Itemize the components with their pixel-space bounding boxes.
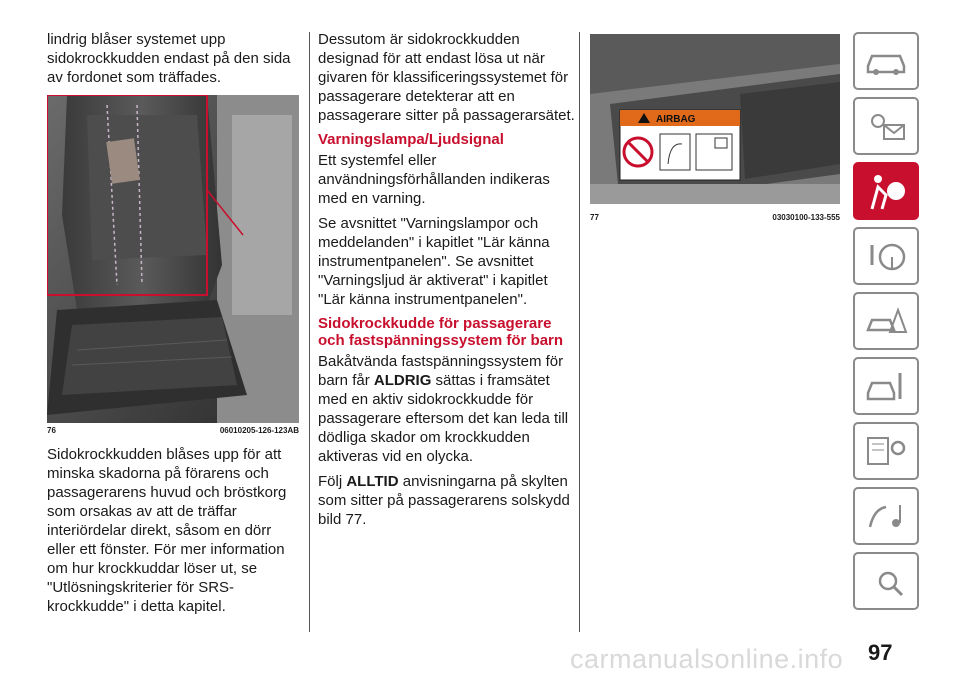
section-heading-warning: Varningslampa/Ljudsignal bbox=[318, 131, 504, 148]
left-column-lower bbox=[47, 445, 299, 622]
tab-index[interactable] bbox=[853, 552, 919, 610]
airbag-icon bbox=[864, 171, 908, 211]
left-column bbox=[47, 30, 299, 93]
warning-paragraph: Ett systemfel eller användningsförhållanden indikeras med en varning. bbox=[318, 152, 550, 207]
tab-emergency[interactable] bbox=[853, 292, 919, 350]
reference-paragraph: Se avsnittet "Varningslampor och meddelanden" i kapitlet "Lär känna instrumentpanelen". Se avsnittet "Varningsljud är aktiverat" i kapitlet "Lär känna instrumentpanelen". bbox=[318, 215, 550, 308]
figure-code: 03030100-133-555 bbox=[772, 213, 840, 222]
detection-paragraph: Dessutom är sidokrockkudden designad för att endast lösa ut när givaren för klassificeringssystemet för passagerare detekterar att en passagerare sitter på passagerarsätet. bbox=[318, 31, 575, 124]
tab-maintenance[interactable] bbox=[853, 357, 919, 415]
watermark: carmanualsonline.info bbox=[570, 644, 844, 674]
figure-77-sunvisor-photo bbox=[590, 34, 840, 204]
sunvisor-image bbox=[590, 34, 840, 204]
middle-column bbox=[318, 30, 576, 535]
column-divider-1 bbox=[309, 32, 310, 632]
tab-warning-lights[interactable] bbox=[853, 97, 919, 155]
side-airbag-paragraph: Sidokrockkudden blåses upp för att minska skadorna på förarens och passagerarens huvud och bröstkorg som orsakas av att de träffar interiördelar direkt, såsom en dörr eller ett fönster. För mer information om hur krockkuddar löser ut, se "Utlösningskriterier för SRS-krockkudde" i detta kapitel. bbox=[47, 446, 287, 615]
airbag-label-text: AIRBAG bbox=[656, 114, 696, 125]
seat-image bbox=[47, 95, 299, 423]
never-emphasis: ALDRIG bbox=[373, 372, 432, 389]
tab-multimedia[interactable] bbox=[853, 487, 919, 545]
technical-data-icon bbox=[864, 434, 908, 468]
car-dashboard-icon bbox=[864, 44, 908, 78]
figure-number: 76 bbox=[47, 426, 56, 435]
figure-number: 77 bbox=[590, 213, 599, 222]
follow-instructions-paragraph: Följ ALLTID anvisningarna på skylten som sitter på passagerarens solskydd bild 77. bbox=[318, 473, 570, 528]
airbag-warning-label bbox=[620, 110, 740, 180]
column-divider-2 bbox=[579, 32, 580, 632]
figure-76-caption bbox=[47, 426, 299, 435]
figure-77-caption bbox=[590, 213, 840, 222]
figure-code: 06010205-126-123AB bbox=[219, 426, 299, 435]
steering-wheel-icon bbox=[864, 239, 908, 273]
section-heading-child-restraint: Sidokrockkudde för passagerare och fastspänningssystem för barn bbox=[318, 315, 564, 349]
figure-76-seat-photo bbox=[47, 95, 299, 423]
emergency-icon bbox=[864, 304, 908, 338]
always-emphasis: ALLTID bbox=[346, 473, 399, 490]
chapter-sidebar bbox=[853, 32, 923, 617]
page-number: 97 bbox=[868, 640, 893, 665]
child-restraint-paragraph: Bakåtvända fastspänningssystem för barn får ALDRIG sättas i framsätet med en aktiv sidokrockkudde för passagerare eftersom det kan leda till dödliga skador om krockkudden aktiveras vid en olycka. bbox=[318, 353, 569, 465]
warning-lights-icon bbox=[864, 109, 908, 143]
tab-technical-data[interactable] bbox=[853, 422, 919, 480]
multimedia-icon bbox=[864, 499, 908, 533]
tab-airbag[interactable] bbox=[853, 162, 919, 220]
maintenance-icon bbox=[864, 369, 908, 403]
intro-paragraph: lindrig blåser systemet upp sidokrockkudden endast på den sida av fordonet som träffades. bbox=[47, 31, 291, 86]
index-icon bbox=[864, 561, 908, 601]
tab-steering-wheel[interactable] bbox=[853, 227, 919, 285]
tab-car-dashboard[interactable] bbox=[853, 32, 919, 90]
